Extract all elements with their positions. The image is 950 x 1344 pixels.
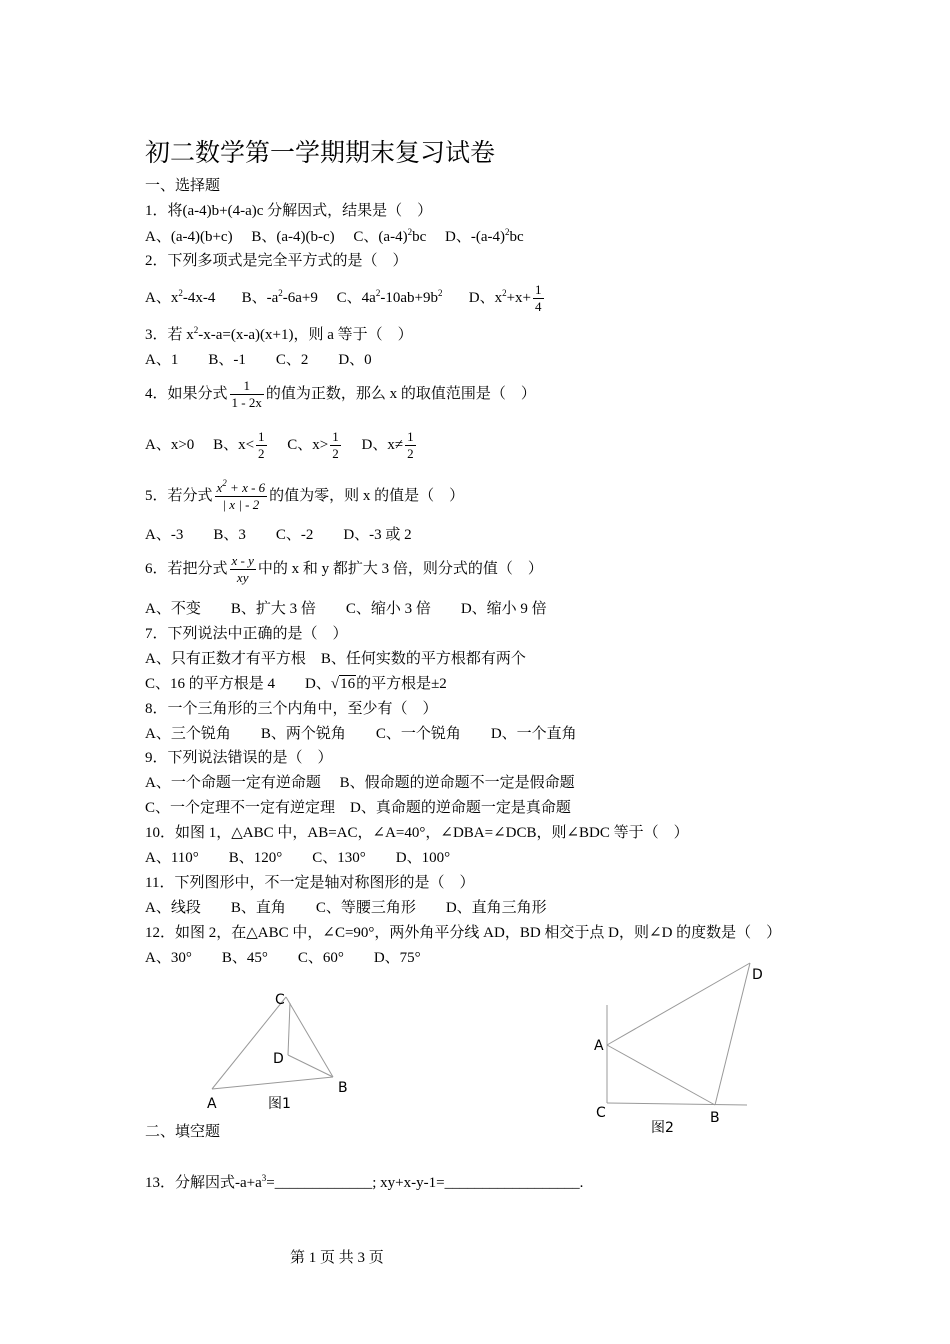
point-label-d: D [273, 1051, 284, 1067]
question-9-options-line2: C、一个定理不一定有逆定理 D、真命题的逆命题一定是真命题 [145, 800, 571, 816]
question-1-stem: 1．将(a-4)b+(4-a)c 分解因式，结果是（ ） [145, 203, 433, 219]
question-9-stem: 9．下列说法错误的是（ ） [145, 750, 333, 766]
fraction-one-quarter: $\frac{1}{4}$ [535, 282, 542, 315]
point-label-b: B [338, 1080, 348, 1096]
question-7-options-line1: A、只有正数才有平方根 B、任何实数的平方根都有两个 [145, 651, 526, 667]
question-1-options [145, 227, 524, 247]
page-title: 初二数学第一学期期末复习试卷 [145, 140, 496, 167]
point-label-c: C [275, 992, 285, 1008]
option-d: D、x≠ $\frac{1}{2}$ [361, 429, 414, 462]
figure-1 [190, 985, 370, 1120]
question-11-options: A、线段 B、直角 C、等腰三角形 D、直角三角形 [145, 900, 547, 916]
segment-cd [288, 1003, 290, 1055]
question-6-options: A、不变 B、扩大 3 倍 C、缩小 3 倍 D、缩小 9 倍 [145, 601, 547, 617]
question-8-options: A、三个锐角 B、两个锐角 C、一个锐角 D、一个直角 [145, 726, 577, 742]
section-heading-choice: 一、选择题 [145, 178, 221, 194]
question-7-stem: 7．下列说法中正确的是（ ） [145, 626, 348, 642]
question-3-options: A、1 B、-1 C、2 D、0 [145, 352, 372, 368]
option-a: A、$x^2-4x-4$ [145, 288, 216, 306]
question-11-stem: 11．下列图形中，不一定是轴对称图形的是（ ） [145, 875, 475, 891]
question-10-stem: 10．如图 1，△ABC 中，AB=AC，∠A=40°，∠DBA=∠DCB，则∠BDC 等于（ ） [145, 825, 689, 841]
option-c: C、$(a-4)^2bc$ [353, 227, 427, 245]
option-c: C、x> $\frac{1}{2}$ [287, 429, 339, 462]
fraction-q5: $\frac{x^2 + x - 6}{| x | - 2}$ [216, 478, 266, 513]
point-label-a: A [594, 1038, 604, 1054]
segment-ad [607, 963, 750, 1045]
question-5-stem: 5．若分式 $\frac{x^2 + x - 6}{| x | - 2}$ 的值为零，则 x 的值是（ ） [145, 478, 465, 513]
fraction-q6: $\frac{x - y}{xy}$ [231, 553, 254, 586]
question-6-stem: 6．若把分式 $\frac{x - y}{xy}$ 中的 x 和 y 都扩大 3 倍，则分式的值（ ） [145, 553, 543, 586]
question-13: 13．分解因式$-a+a^3=\_\_\_\_\_\_\_\_\_\_\_\_\_$; xy+x-y-1=__________________. [145, 1173, 584, 1191]
point-label-b: B [710, 1110, 720, 1126]
figure-2-caption: 图2 [651, 1120, 674, 1136]
segment-ab [607, 1045, 715, 1105]
option-b: B、x< $\frac{1}{2}$ [213, 429, 265, 462]
fraction-q4: $\frac{1}{1 - 2x}$ [231, 378, 262, 411]
option-c: C、$4a^2-10ab+9b^2$ [336, 288, 443, 306]
section-heading-fill: 二、填空题 [145, 1124, 221, 1140]
page-footer: 第 1 页 共 3 页 [290, 1250, 384, 1266]
question-5-options: A、-3 B、3 C、-2 D、-3 或 2 [145, 527, 412, 543]
option-a: A、x>0 [145, 437, 195, 453]
question-9-options-line1: A、一个命题一定有逆命题 B、假命题的逆命题不一定是假命题 [145, 775, 575, 791]
option-d: D、$-(a-4)^2bc$ [445, 227, 524, 245]
question-12-stem: 12．如图 2，在△ABC 中，∠C=90°，两外角平分线 AD，BD 相交于点 D，则∠D 的度数是（ ） [145, 925, 782, 941]
question-2-stem: 2．下列多项式是完全平方式的是（ ） [145, 253, 408, 269]
option-b: B、$-a^2-6a+9$ [241, 288, 318, 306]
point-label-a: A [207, 1096, 217, 1112]
figure-1-caption: 图1 [268, 1096, 291, 1112]
question-7-options-line2: C、16 的平方根是 4 D、√16的平方根是±2 [145, 676, 447, 692]
question-4-stem: 4．如果分式 $\frac{1}{1 - 2x}$ 的值为正数，那么 x 的取值范围是（ ） [145, 378, 536, 411]
option-d: D、$x^2+x+$ $\frac{1}{4}$ [468, 282, 542, 315]
question-12-options: A、30° B、45° C、60° D、75° [145, 950, 421, 966]
question-2-options [145, 278, 546, 318]
segment-cb [607, 1103, 747, 1105]
question-3-stem: 3．若 $x^2-x-a=(x-a)(x+1)$，则 a 等于（ ） [145, 325, 413, 343]
sqrt-sixteen: √16 [330, 676, 356, 692]
point-label-d: D [752, 967, 763, 983]
segment-ab [212, 1077, 333, 1089]
question-10-options: A、110° B、120° C、130° D、100° [145, 850, 451, 866]
question-8-stem: 8．一个三角形的三个内角中，至少有（ ） [145, 701, 438, 717]
option-b: B、(a-4)(b-c) [251, 229, 335, 245]
segment-bd [715, 963, 750, 1105]
question-4-options [145, 425, 418, 465]
figure-2 [585, 955, 785, 1140]
segment-ac [212, 997, 286, 1089]
point-label-c: C [596, 1105, 606, 1121]
option-a: A、(a-4)(b+c) [145, 229, 233, 245]
